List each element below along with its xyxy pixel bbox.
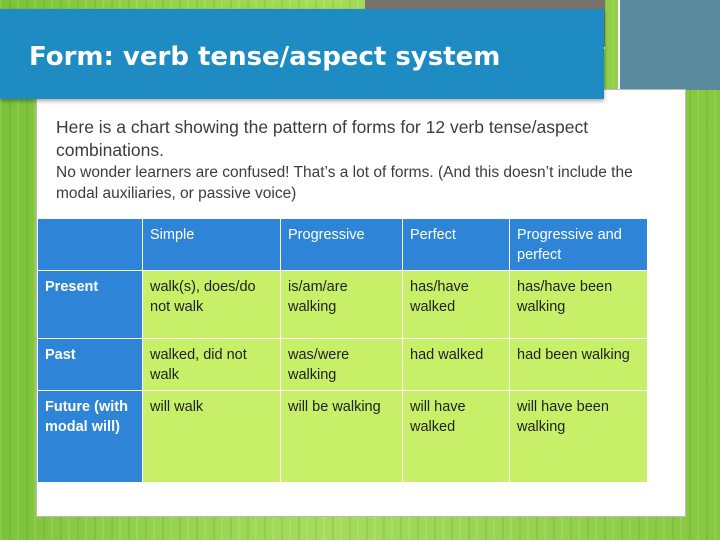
row-header-present: Present (38, 271, 143, 339)
table-cell: will walk (143, 391, 281, 483)
title-bar (0, 9, 604, 99)
table-cell: will have been walking (510, 391, 648, 483)
table-corner-cell (38, 219, 143, 271)
table-row (38, 391, 648, 483)
intro-note: No wonder learners are confused! That’s a lot of forms. (And this doesn’t include the modal auxiliaries, or passive voice) (56, 164, 633, 202)
table-cell: had walked (403, 339, 510, 391)
table-cell: was/were walking (281, 339, 403, 391)
row-header-future: Future (with modal will) (38, 391, 143, 483)
column-header-progressive-perfect: Progressive and perfect (510, 219, 648, 271)
table-cell: walk(s), does/do not walk (143, 271, 281, 339)
column-header-simple: Simple (143, 219, 281, 271)
table-cell: will have walked (403, 391, 510, 483)
intro-paragraph: Here is a chart showing the pattern of forms for 12 verb tense/aspect combinations. (56, 117, 589, 160)
table-row (38, 339, 648, 391)
table-cell: walked, did not walk (143, 339, 281, 391)
table-cell: has/have been walking (510, 271, 648, 339)
verb-tense-table (37, 218, 648, 483)
table-cell: is/am/are walking (281, 271, 403, 339)
column-header-perfect: Perfect (403, 219, 510, 271)
row-header-past: Past (38, 339, 143, 391)
intro-text-block (56, 116, 666, 204)
table-cell: had been walking (510, 339, 648, 391)
table-cell: will be walking (281, 391, 403, 483)
table-row (38, 271, 648, 339)
decorative-blue-block (620, 0, 720, 90)
column-header-progressive: Progressive (281, 219, 403, 271)
table-cell: has/have walked (403, 271, 510, 339)
table-header-row (38, 219, 648, 271)
slide-title: Form: verb tense/aspect system (29, 42, 501, 72)
